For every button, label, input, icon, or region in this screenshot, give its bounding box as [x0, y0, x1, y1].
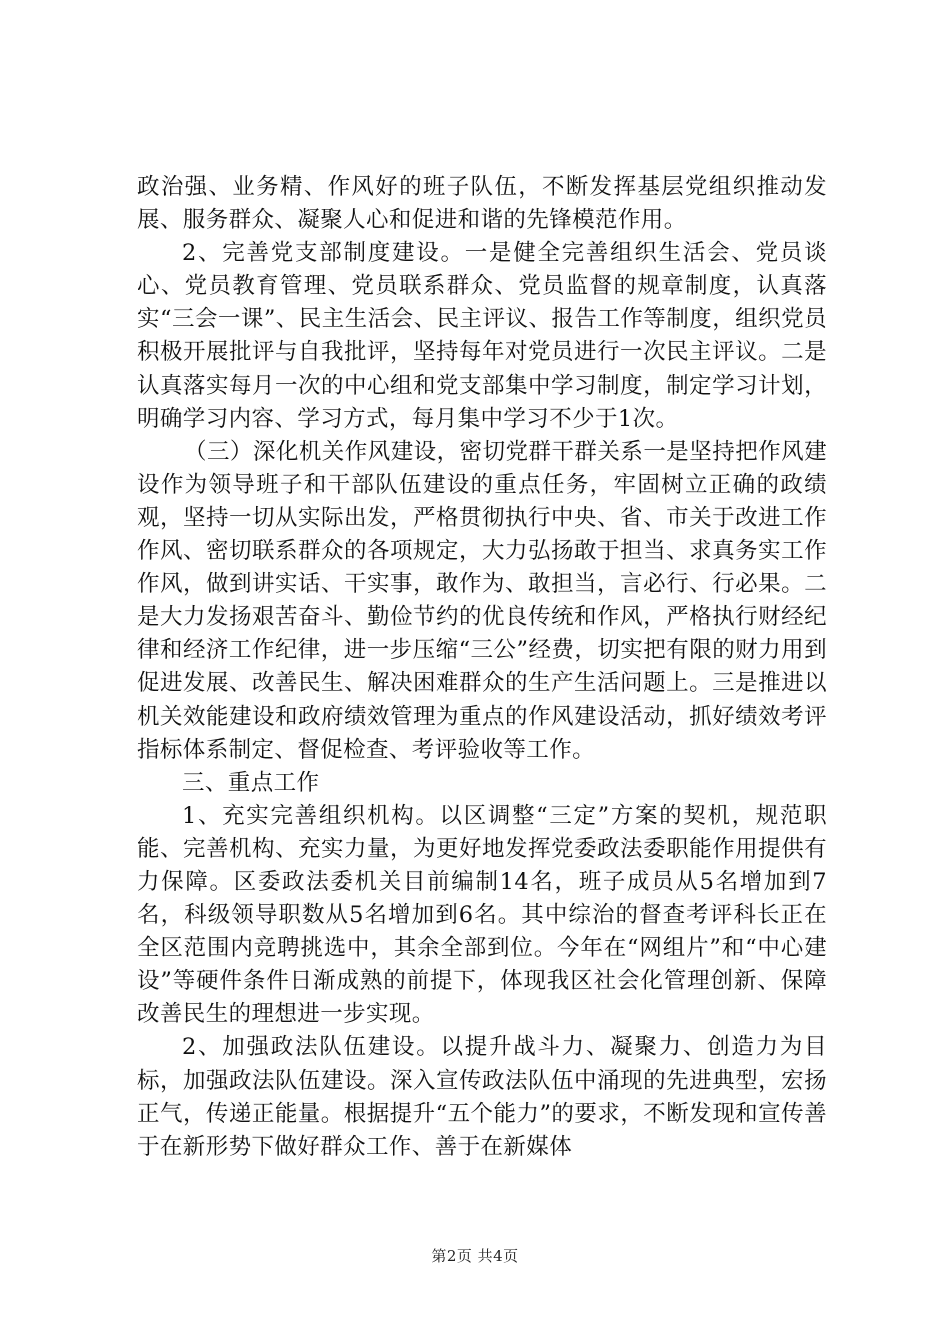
paragraph-organization: 1、充实完善组织机构。以区调整“三定”方案的契机，规范职能、完善机构、充实力量，为更好地发挥党委政法委职能作用提供有力保障。区委政法委机关目前编制14名，班子成员从5名增加到7名，科级领导职数从5名增加到6名。其中综治的督查考评科长正在全区范围内竞聘挑选中，其余全部到位。今年在“网组片”和“中心建设”等硬件条件日渐成熟的前提下，体现我区社会化管理创新、保障改善民生的理想进一步实现。 — [137, 802, 827, 1028]
page-number-footer: 第2页 共4页 — [431, 1247, 519, 1265]
section-heading-key-work: 三、重点工作 — [182, 769, 320, 796]
paragraph-continuation: 政治强、业务精、作风好的班子队伍，不断发挥基层党组织推动发展、服务群众、凝聚人心和促进和谐的先锋模范作用。 — [137, 174, 827, 234]
paragraph-team-building: 2、加强政法队伍建设。以提升战斗力、凝聚力、创造力为目标，加强政法队伍建设。深入宣传政法队伍中涌现的先进典型，宏扬正气，传递正能量。根据提升“五个能力”的要求，不断发现和宣传善于在新形势下做好群众工作、善于在新媒体 — [137, 1034, 827, 1160]
paragraph-party-branch-system: 2、完善党支部制度建设。一是健全完善组织生活会、党员谈心、党员教育管理、党员联系群众、党员监督的规章制度，认真落实“三会一课”、民主生活会、民主评议、报告工作等制度，组织党员积极开展批评与自我批评，坚持每年对党员进行一次民主评议。二是认真落实每月一次的中心组和党支部集中学习制度，制定学习计划，明确学习内容、学习方式，每月集中学习不少于1次。 — [137, 240, 827, 432]
paragraph-work-style: （三）深化机关作风建设，密切党群干群关系一是坚持把作风建设作为领导班子和干部队伍建设的重点任务，牢固树立正确的政绩观，坚持一切从实际出发，严格贯彻执行中央、省、市关于改进工作作风、密切联系群众的各项规定，大力弘扬敢于担当、求真务实工作作风，做到讲实话、干实事，敢作为、敢担当，言必行、行必果。二是大力发扬艰苦奋斗、勤俭节约的优良传统和作风，严格执行财经纪律和经济工作纪律，进一步压缩“三公”经费，切实把有限的财力用到促进发展、改善民生、解决困难群众的生产生活问题上。三是推进以机关效能建设和政府绩效管理为重点的作风建设活动，抓好绩效考评指标体系制定、督促检查、考评验收等工作。 — [137, 438, 827, 763]
document-body — [137, 171, 827, 1164]
